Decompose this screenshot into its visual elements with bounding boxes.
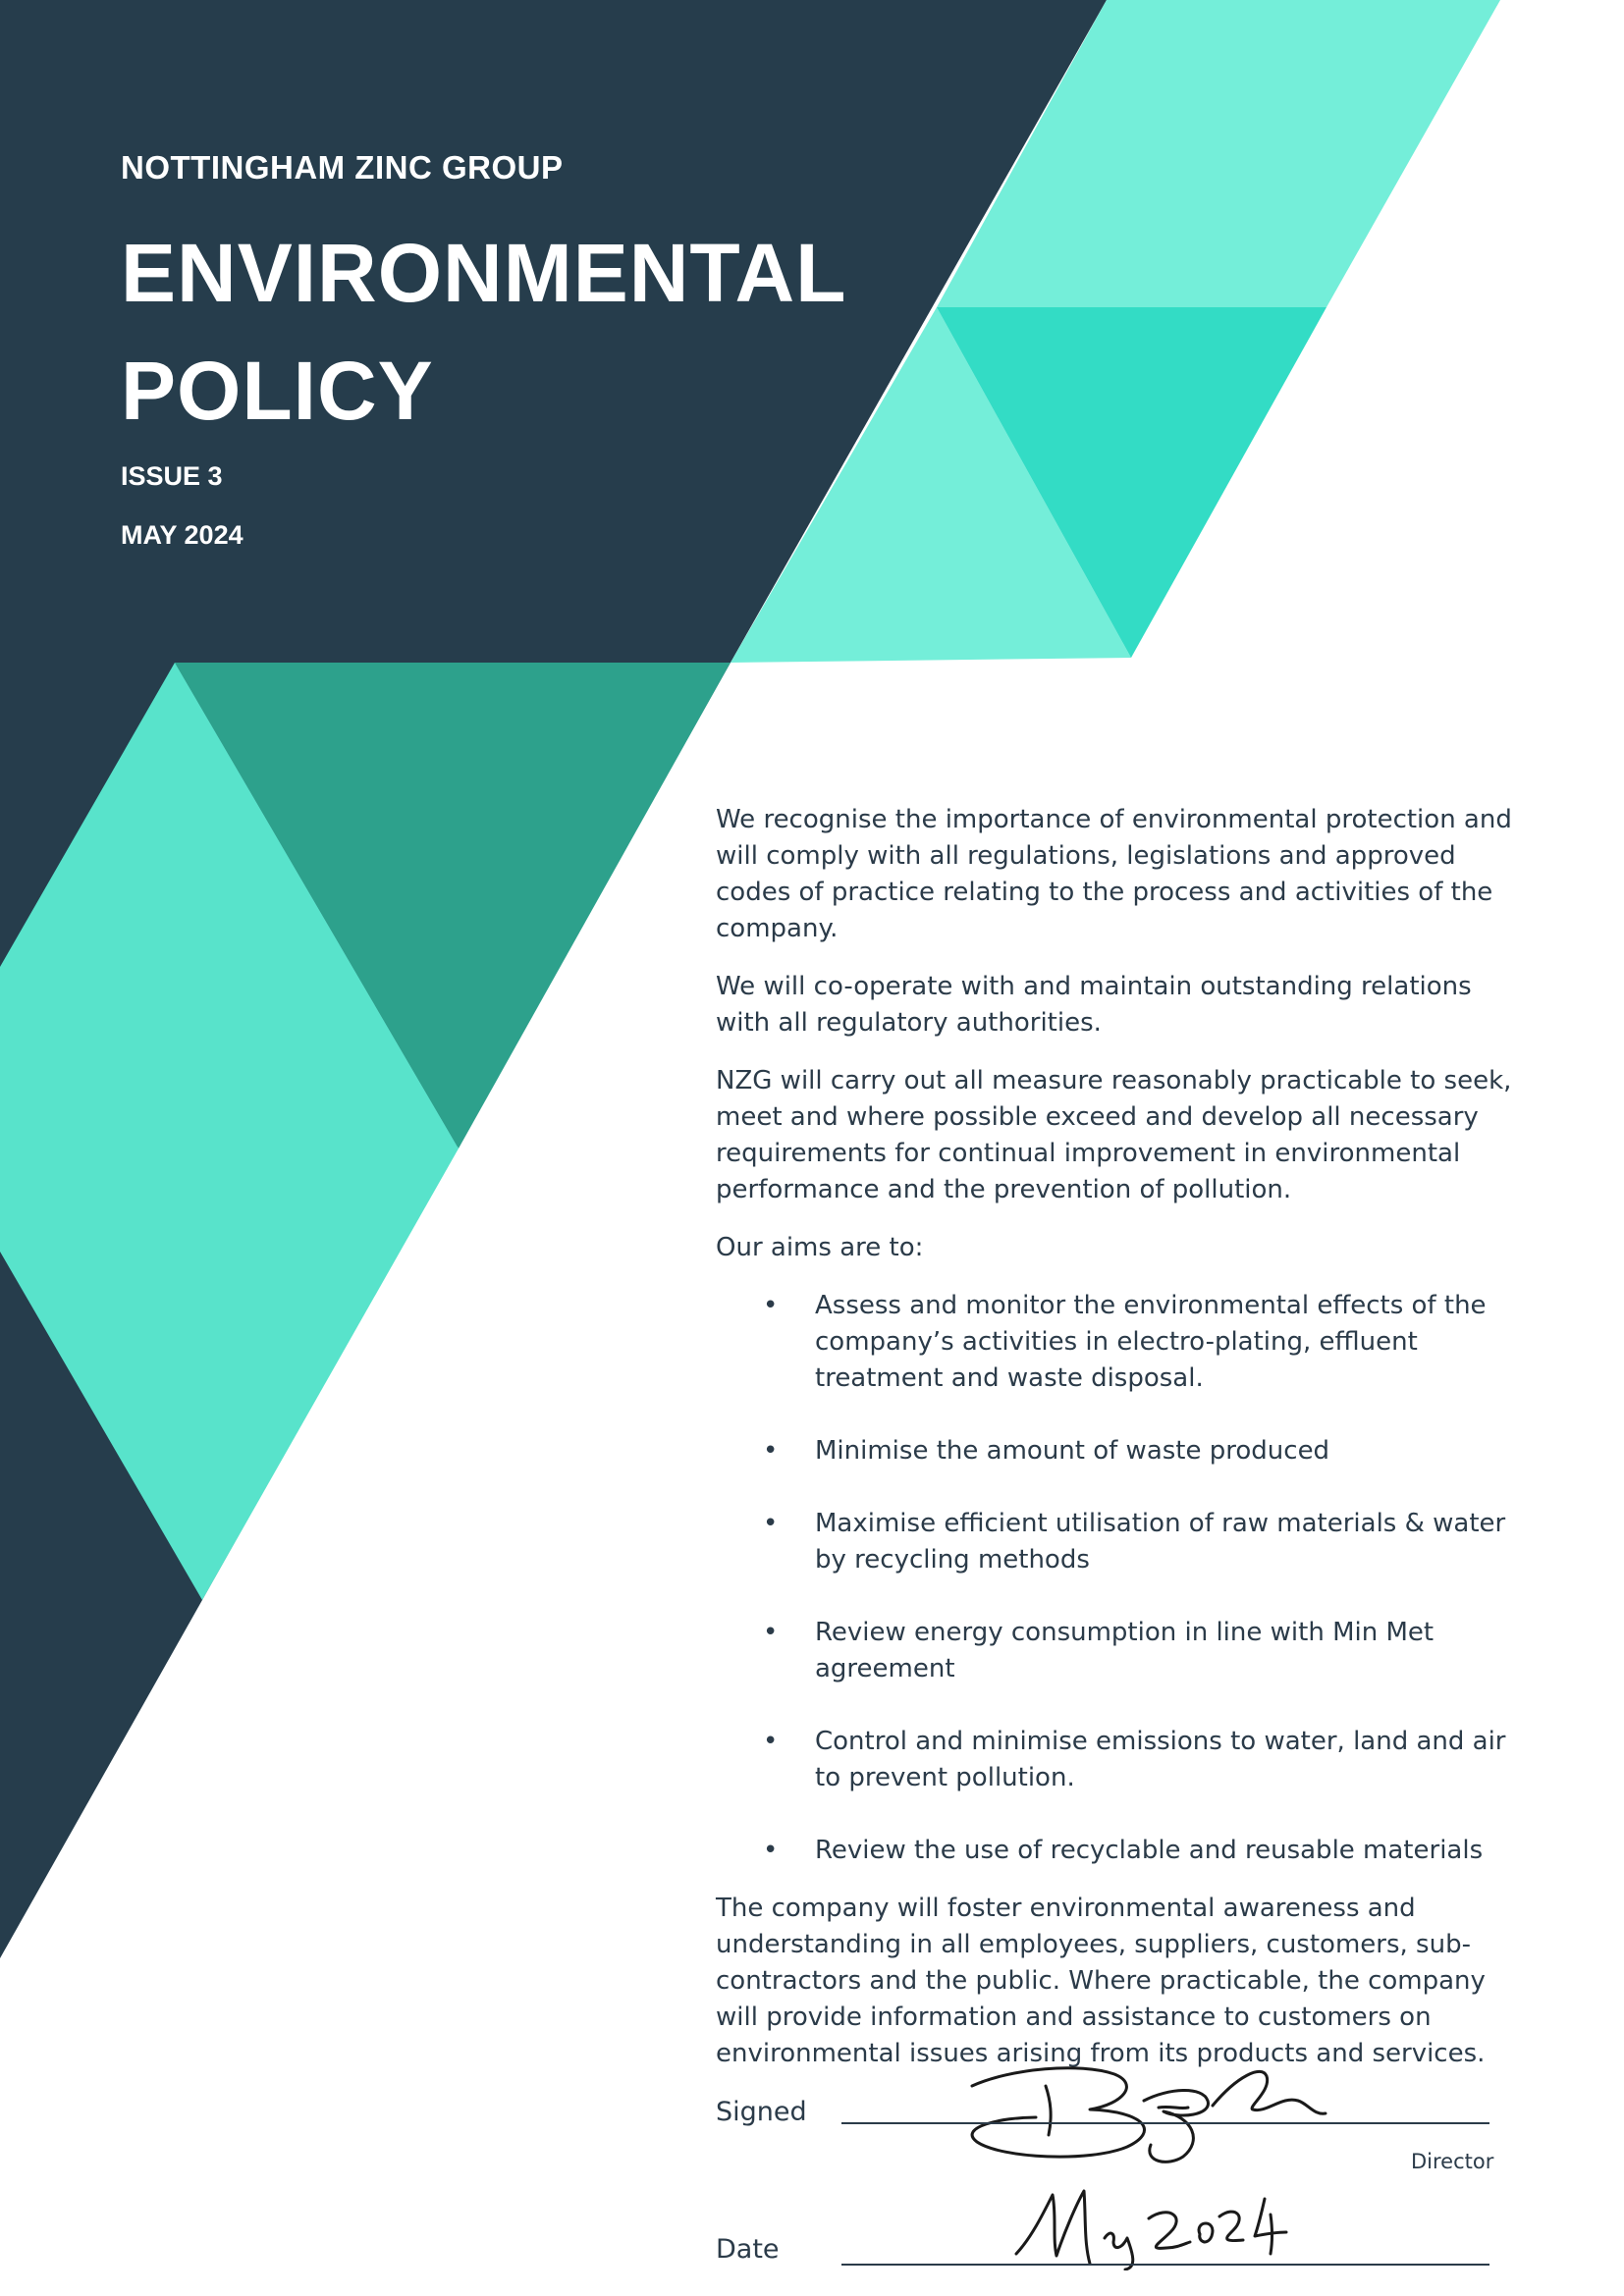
document-title: [121, 214, 846, 450]
bullet-icon: •: [763, 1727, 779, 1756]
aim-item: [716, 1433, 1531, 1469]
title-line-1: ENVIRONMENTAL: [121, 227, 847, 319]
aim-item: [716, 1506, 1531, 1578]
policy-body: [716, 802, 1531, 2094]
issue-number: ISSUE 3: [121, 461, 223, 491]
intro-paragraph: We recognise the importance of environmental protection and will comply with all regulations, legislations and approved codes of practice relating to the process and activities of the company.: [716, 805, 1512, 943]
bullet-icon: •: [763, 1291, 779, 1320]
handwritten-date: [1011, 2177, 1296, 2270]
aim-text: Control and minimise emissions to water, land and air to prevent pollution.: [815, 1727, 1506, 1792]
cooperate-paragraph: We will co-operate with and maintain outstanding relations with all regulatory authorities.: [716, 972, 1472, 1038]
organisation-name: NOTTINGHAM ZINC GROUP: [121, 149, 564, 186]
signed-label: Signed: [716, 2097, 807, 2127]
aim-text: Assess and monitor the environmental effects of the company’s activities in electro-plating, effluent treatment and waste disposal.: [815, 1291, 1487, 1393]
aim-item: [716, 1724, 1531, 1796]
aim-item: [716, 1615, 1531, 1687]
aim-item: [716, 1833, 1531, 1869]
measures-paragraph: NZG will carry out all measure reasonably practicable to seek, meet and where possible exceed and develop all necessary requirements for continual improvement in environmental performance and the prevention of pollution.: [716, 1066, 1512, 1204]
aim-text: Maximise efficient utilisation of raw materials & water by recycling methods: [815, 1509, 1506, 1575]
director-signature: [943, 2047, 1355, 2169]
aim-item: [716, 1288, 1531, 1397]
signature-line: [841, 2122, 1489, 2124]
aim-text: Review the use of recyclable and reusable materials: [815, 1836, 1484, 1865]
issue-date: MAY 2024: [121, 520, 244, 550]
signatory-role: Director: [1411, 2150, 1494, 2173]
bullet-icon: •: [763, 1436, 779, 1466]
closing-paragraph: The company will foster environmental awareness and understanding in all employees, suppliers, customers, sub-contractors and the public. Where practicable, the company will provide information and assistance to customers on environmental issues arising from its products and services.: [716, 1894, 1486, 2068]
date-label: Date: [716, 2234, 780, 2265]
aims-intro: Our aims are to:: [716, 1233, 924, 1262]
aim-text: Minimise the amount of waste produced: [815, 1436, 1330, 1466]
bullet-icon: •: [763, 1509, 779, 1538]
bullet-icon: •: [763, 1618, 779, 1647]
date-line: [841, 2264, 1489, 2266]
title-line-2: POLICY: [121, 345, 434, 437]
bullet-icon: •: [763, 1836, 779, 1865]
aim-text: Review energy consumption in line with Min Met agreement: [815, 1618, 1435, 1683]
aims-list: [716, 1288, 1531, 1869]
